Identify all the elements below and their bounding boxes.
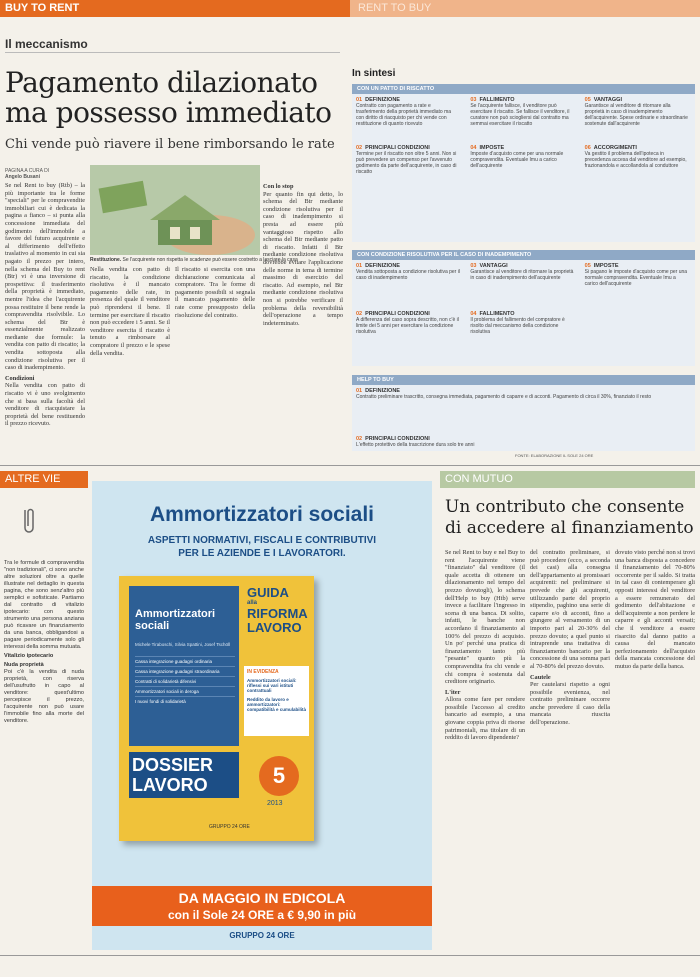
summary-item-text: Termine per il riscatto non oltre 5 anni. Non si può prevedere un compenso per l'avvenuto godimento da parte dell'acquirente, in caso di riscatto bbox=[356, 151, 457, 176]
summary-panel-condizione bbox=[352, 250, 695, 366]
summary-item-number: 04 bbox=[470, 145, 477, 151]
second-headline-line-2: di accedere al finanziamento bbox=[445, 518, 694, 538]
paperclip-icon bbox=[18, 506, 38, 536]
summary-item-number: 05 bbox=[584, 263, 591, 269]
paperclip-icon-svg bbox=[18, 506, 38, 536]
divider bbox=[0, 955, 700, 956]
article-column-2: Nella vendita con patto di riscatto, la condizione risolutiva è il mancato pagamento delle rate, in presenza del quale il venditore può riprendersi il bene. Il termine per esercitare il riscatto non può eccedere i 5 anni. Se il venditore esercita il riscatto è tenuto a rimborsare al compratore il prezzo e le spese della vendita. bbox=[90, 266, 170, 357]
summary-item-title-text: FALLIMENTO bbox=[479, 97, 515, 103]
ad-banner-line-1: DA MAGGIO IN EDICOLA bbox=[178, 890, 346, 906]
book-item: Contratti di solidarietà difensivi bbox=[135, 676, 235, 686]
summary-item-text: Imposte d'acquisto come per una normale compravendita. Eventuale Imu a carico dell'acquirente bbox=[470, 151, 564, 170]
article-column-4 bbox=[263, 183, 343, 427]
summary-item-text: Vendita sottoposta a condizione risolutiva per il caso di inadempimento bbox=[356, 269, 460, 282]
summary-item-text: Contratto preliminare trascritto, consegna immediata, pagamento di caparre e di acconti. Pagamento di circa il 30%, finanziato il resto bbox=[356, 394, 652, 400]
summary-item bbox=[356, 263, 460, 281]
article-photo bbox=[90, 165, 260, 255]
summary-item-number: 01 bbox=[356, 263, 363, 269]
ad-banner bbox=[92, 886, 432, 926]
summary-item-title-text: PRINCIPALI CONDIZIONI bbox=[365, 436, 430, 442]
summary-item-text: Si pagano le imposte d'acquisto come per una normale compravendita. Eventuale Imu a carico dell'acquirente bbox=[584, 269, 688, 288]
summary-heading: In sintesi bbox=[352, 68, 396, 79]
summary-item-title-text: FALLIMENTO bbox=[479, 311, 515, 317]
divider bbox=[0, 465, 700, 466]
section-banner-label: BUY TO RENT bbox=[5, 2, 80, 14]
summary-item-number: 02 bbox=[356, 311, 363, 317]
article-column-1b-text: Nella vendita con patto di riscatto vi è uno svolgimento che si basa sulla facoltà del venditore di riacquistare la proprietà del bene restituendo il prezzo ricevuto. bbox=[5, 382, 85, 427]
article-column-1 bbox=[5, 182, 85, 427]
issue-year: 2013 bbox=[267, 800, 283, 807]
evidence-items bbox=[244, 678, 309, 712]
sidebar-text-2: Poi c'è la vendita di nuda proprietà, con riserva dell'usufrutto in capo al venditore: quest'ultimo percepisce il prezzo, l'acquirente non può usare l'immobile fino alla morte del venditore. bbox=[4, 669, 84, 724]
summary-item-title-text: DEFINIZIONE bbox=[365, 388, 400, 394]
sidebar-text bbox=[4, 560, 84, 945]
book-items bbox=[135, 656, 235, 706]
summary-panel-bar: CON CONDIZIONE RISOLUTIVA PER IL CASO DI INADEMPIMENTO bbox=[352, 250, 695, 260]
headline-line-1: Pagamento dilazionato bbox=[5, 66, 318, 99]
book-item: Cassa integrazione guadagni straordinaria bbox=[135, 666, 235, 676]
summary-item bbox=[470, 311, 574, 335]
second-subheading: Cautele bbox=[530, 673, 551, 681]
summary-item-text: Garantisce al venditore di ritornare la proprietà in caso di inadempimento dell'acquirente bbox=[470, 269, 574, 282]
byline-page: PAGINA A CURA DI bbox=[5, 168, 50, 174]
evidence-item: Reddito da lavoro e ammortizzatori: compatibilità e cumulabilità bbox=[247, 697, 307, 712]
book-publisher: GRUPPO 24 ORE bbox=[209, 824, 250, 830]
summary-item bbox=[356, 97, 460, 127]
summary-panel-body bbox=[352, 385, 695, 451]
summary-item-number: 02 bbox=[356, 145, 363, 151]
second-headline-line-1: Un contributo che consente bbox=[445, 497, 685, 517]
summary-item bbox=[470, 263, 574, 281]
summary-item-number: 01 bbox=[356, 97, 363, 103]
summary-item-title-text: PRINCIPALI CONDIZIONI bbox=[365, 311, 430, 317]
summary-panel-bar: HELP TO BUY bbox=[352, 375, 695, 385]
article-subheading: Con lo stop bbox=[263, 183, 294, 190]
summary-item-number: 01 bbox=[356, 388, 363, 394]
summary-item-title-text: VANTAGGI bbox=[479, 263, 508, 269]
summary-item-number: 06 bbox=[584, 145, 591, 151]
guide-line: LAVORO bbox=[247, 620, 302, 635]
summary-item bbox=[356, 311, 460, 335]
summary-item-text: Garantisce al venditore di ritornare alla proprietà in caso di inadempimento dell'acquirente. Spese ordinarie e straordinarie sostenute dall'acquirente bbox=[584, 103, 688, 128]
book-item: Cassa integrazione guadagni ordinaria bbox=[135, 656, 235, 666]
summary-panel-bar: CON UN PATTO DI RISCATTO bbox=[352, 84, 695, 94]
summary-item-number: 03 bbox=[470, 263, 477, 269]
book-cover-panel bbox=[129, 586, 239, 746]
summary-item-text: Contratto con pagamento a rate e trasferimento della proprietà immediato ma con diritto di riacquisto per chi vende con restituzione di quanto ricevuto bbox=[356, 103, 452, 128]
book-item: Ammortizzatori sociali in deroga bbox=[135, 686, 235, 696]
guide-logo bbox=[247, 586, 307, 635]
subheadline: Chi vende può riavere il bene rimborsando le rate bbox=[5, 137, 335, 152]
sidebar-text-1: Tra le formule di compravendita "non tradizionali", ci sono anche altre soluzioni oltre a quelle illustrate nel dettaglio in questa pagina, che sono senz'altro più semplici e sofisticate. Partiamo dal contratto di vitalizio ipotecario: con questo strumento una persona anziana può ricavare un finanziamento da una banca, obbligandosi a pagare periodicamente solo gli interessi della somma mutuata. bbox=[4, 560, 84, 650]
byline-author: Angelo Busani bbox=[5, 174, 41, 180]
summary-item bbox=[585, 97, 689, 127]
guide-line: alla bbox=[247, 600, 258, 606]
summary-item-text: L'effetto protettivo della trascrizione dura solo tre anni bbox=[356, 442, 475, 448]
ad-subtitle-2: PER LE AZIENDE E I LAVORATORI. bbox=[178, 548, 346, 559]
issue-number: 5 bbox=[259, 756, 299, 796]
second-column-2-text: del contratto preliminare, si può procedere (ecco, a seconda dei casi) alla consegna dell'appartamento ai promissari acquirenti: nel preliminare si prevede che gli acquirenti, utilizzando parte del proprio stipendio, paghino una serie di caparre e/o di acconti, fino a giungere al versamento di un importo pari al 20-30% del prezzo dovuto; a quel punto si intraprende una trattativa di finanziamento bancario per la concessione di una somma pari al 70-80% del prezzo dovuto. bbox=[530, 549, 610, 670]
sidebar-subheading: Nuda proprietà bbox=[4, 662, 44, 668]
section-title: Il meccanismo bbox=[5, 37, 88, 51]
summary-item-text: Il problema del fallimento del compratore è risolto dal meccanismo della condizione risolutiva bbox=[470, 317, 565, 336]
summary-item bbox=[356, 145, 460, 175]
summary-item-number: 04 bbox=[470, 311, 477, 317]
evidence-box bbox=[244, 666, 309, 736]
section-banner-label: RENT TO BUY bbox=[358, 2, 432, 14]
book-authors: Michele Tiraboschi, Silvia Spattini, Josef Tschöll bbox=[135, 642, 230, 647]
evidence-label: IN EVIDENZA bbox=[247, 669, 279, 675]
house-money-illustration bbox=[90, 165, 260, 255]
sidebar-banner bbox=[0, 471, 88, 488]
summary-item-text: A differenza del caso sopra descritto, non c'è il limite dei 5 anni per esercitare la condizione risolutiva bbox=[356, 317, 459, 336]
guide-line: RIFORMA bbox=[247, 606, 308, 621]
article-column-4-text: Per quanto fin qui detto, lo schema del Btr mediante condizione risolutiva per il caso di inadempimento si presta ad essere più vantaggioso rispetto allo schema del Btr mediante patto di riscatto. Infatti il Btr mediante condizione risolutiva dovrebbe evitare l'applicazione delle norme in tema di termine massimo di esercizio del riscatto. Ad esempio, nel Btr mediante condizione risolutiva non si potrebbe verificare il problema della reversibilità dell'operazione a tempo indeterminato. bbox=[263, 190, 343, 327]
summary-item bbox=[356, 436, 689, 448]
summary-item bbox=[585, 145, 689, 169]
book-title: Ammortizzatori sociali bbox=[135, 608, 216, 632]
summary-item-number: 02 bbox=[356, 436, 363, 442]
headline bbox=[5, 68, 345, 128]
evidence-item: Ammortizzatori sociali: riflessi sui vari istituti contrattuali bbox=[247, 678, 297, 693]
second-column-2 bbox=[530, 549, 610, 947]
second-column-1-text: Se nel Rent to buy e nel Buy to rent l'acquirente viene "finanziato" dal venditore (il quale accetta di ottenere un dilazionamento nel tempo del prezzo dovutogli), lo schema dell'Help to buy (Htb) serve invece a facilitare l'ingresso in scena di una banca. Di solito, infatti, le banche non accordano il finanziamento al 100% del prezzo di acquisto. Un po' perché una pratica di finanziamento tanto più "pesante" quanto più la compravendita fra chi vende e chi compra è sostenuta dal creditore originario. bbox=[445, 549, 525, 686]
second-column-1b-text: Allora come fare per rendere possibile l'accesso al credito bancario ad esempio, a una giovane coppia priva di risorse patrimoniali, ma titolare di un reddito di lavoro dipendente? bbox=[445, 696, 525, 742]
summary-item-title-text: DEFINIZIONE bbox=[365, 97, 400, 103]
second-column-1 bbox=[445, 549, 525, 947]
book-item: I nuovi fondi di solidarietà bbox=[135, 696, 235, 706]
summary-item-title-text: IMPOSTE bbox=[479, 145, 505, 151]
book-cover bbox=[119, 576, 314, 841]
summary-item-text: Se l'acquirente fallisce, il venditore può esercitare il riscatto. Se fallisce il venditore, il curatore non può sciogliersi dal contratto ma semmai esercitare il riscatto bbox=[470, 103, 570, 128]
dossier-line: DOSSIER bbox=[132, 755, 214, 775]
summary-item bbox=[470, 97, 574, 127]
summary-item bbox=[470, 145, 574, 169]
section-banner-label: CON MUTUO bbox=[445, 473, 513, 485]
article-subheading: Condizioni bbox=[5, 374, 35, 382]
second-column-3: dovuto visto perché non si trovi una banca disposta a concedere il finanziamento del 70-80% occorrente per il saldo. Si tratta in tal caso di contemperare gli opposti interessi del venditore a essere remunerato del godimento dell'abitazione e dell'acquirente a non perdere le caparre e gli acconti versati; che il venditore a essere risarcito dal danno patito a causa del mancato perfezionamento dell'acquisto della mancata concessione del mutuo da parte della banca. bbox=[615, 549, 695, 670]
advertisement[interactable] bbox=[92, 481, 432, 950]
second-subheading: L'iter bbox=[445, 688, 461, 696]
summary-item-title-text: ACCORGIMENTI bbox=[593, 145, 637, 151]
summary-item-text: Va gestito il problema dell'ipoteca in precedenza accesa dal venditore ad esempio, frazionandola e accollandola al conduttore bbox=[584, 151, 687, 170]
summary-panel-body bbox=[352, 260, 695, 366]
guide-line: GUIDA bbox=[247, 585, 289, 600]
summary-panel-help-to-buy bbox=[352, 375, 695, 451]
summary-panel-body bbox=[352, 94, 695, 242]
summary-source: FONTE: ELABORAZIONE IL SOLE 24 ORE bbox=[515, 453, 594, 458]
section-banner-mutuo bbox=[440, 471, 695, 488]
ad-banner-line-2: con il Sole 24 ORE a € 9,90 in più bbox=[167, 908, 357, 922]
divider bbox=[5, 52, 340, 53]
summary-panel-riscatto bbox=[352, 84, 695, 242]
summary-item-number: 03 bbox=[470, 97, 477, 103]
summary-item-title-text: DEFINIZIONE bbox=[365, 263, 400, 269]
ad-title: Ammortizzatori sociali bbox=[149, 503, 375, 526]
summary-item bbox=[585, 263, 689, 287]
second-column-2b-text: Per cautelarsi rispetto a ogni possibile evenienza, nel contratto preliminare occorre anche prevedere il caso della mancata riuscita dell'operazione. bbox=[530, 681, 610, 727]
article-column-1-text: Se nel Rent to buy (Rtb) – la più importante tra le forme "speciali" per le compravendite immobiliari cui è dedicata la pagina a fianco – si punta alla concessione immediata del godimento dell'immobile a favore del futuro acquirente e al differimento dell'effetto traslativo al momento in cui sia pagato il prezzo per intero, nella schema del Buy to rent (Btr) vi è una inversione di prospettiva: il trasferimento della proprietà è immediato, mentre l'idea che l'acquirente possa restituire il bene rende la compravendita risolvibile. Lo schema del Btr è essenzialmente realizzato mediante due formule: la vendita con patto di riscatto; la vendita sottoposta alla condizione risolutiva per il caso di inadempimento. bbox=[5, 182, 85, 372]
summary-item-title-text: IMPOSTE bbox=[593, 263, 619, 269]
section-banner-rent-to-buy bbox=[350, 0, 700, 17]
headline-line-2: ma possesso immediato bbox=[5, 96, 332, 129]
ad-brand: GRUPPO 24 ORE bbox=[229, 931, 295, 940]
article-column-3: Il riscatto si esercita con una dichiarazione comunicata al compratore. Tra le forme di pagamento possibili si segnala il mancato pagamento delle rate come presupposto della risoluzione del contratto. bbox=[175, 266, 255, 319]
summary-item-title-text: VANTAGGI bbox=[593, 97, 622, 103]
dossier-logo bbox=[129, 752, 239, 798]
dossier-line: LAVORO bbox=[132, 775, 208, 795]
summary-item-title-text: PRINCIPALI CONDIZIONI bbox=[365, 145, 430, 151]
ad-subtitle-1: ASPETTI NORMATIVI, FISCALI E CONTRIBUTIVI bbox=[147, 535, 377, 546]
photo-caption-label: Restituzione. bbox=[90, 257, 122, 263]
summary-item-number: 05 bbox=[584, 97, 591, 103]
section-banner-buy-to-rent bbox=[0, 0, 350, 17]
summary-item bbox=[356, 388, 689, 400]
sidebar-subheading: Vitalizio ipotecario bbox=[4, 653, 54, 659]
sidebar-banner-label: ALTRE VIE bbox=[5, 473, 61, 485]
photo-caption-text: Se l'acquirente non rispetta le scadenze può essere costretto a lasciare la casa bbox=[122, 257, 298, 263]
second-headline bbox=[445, 497, 695, 539]
